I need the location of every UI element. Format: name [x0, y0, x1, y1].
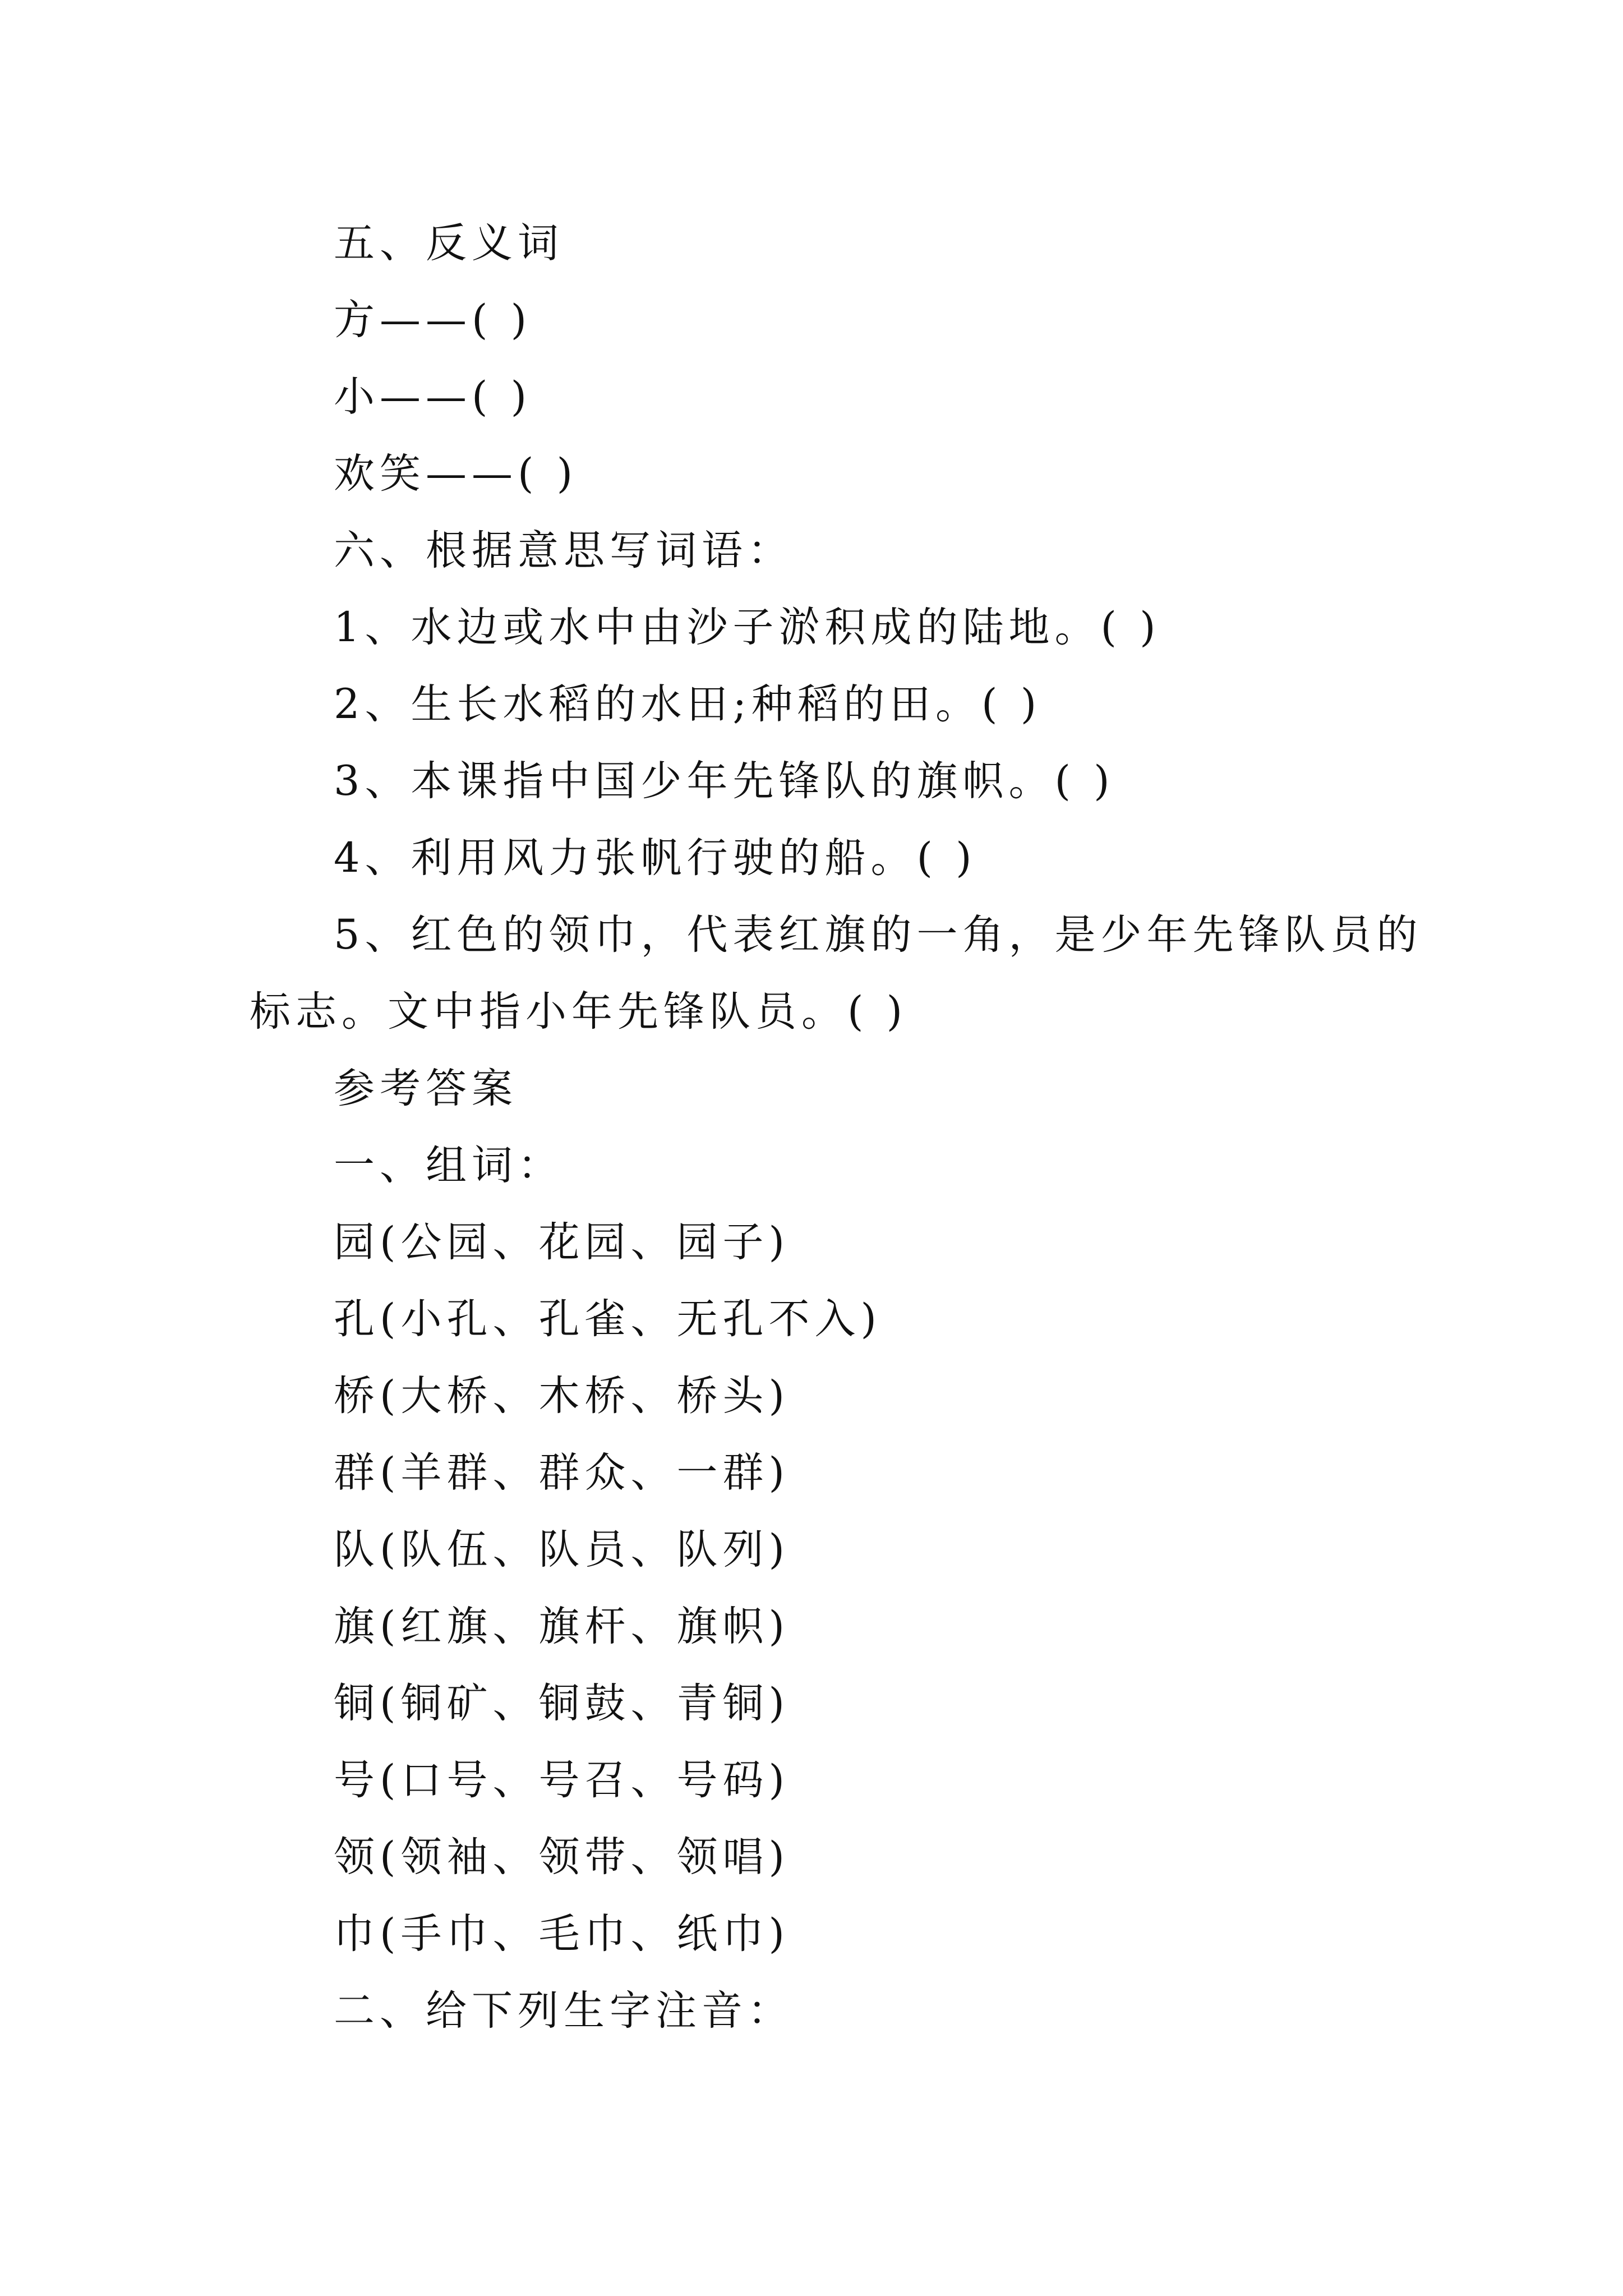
answer-item: 巾(手巾、毛巾、纸巾): [334, 1910, 790, 1958]
section-heading-write-words: 六、根据意思写词语：: [334, 527, 794, 574]
answer-item: 铜(铜矿、铜鼓、青铜): [334, 1680, 790, 1727]
antonym-item: 小——( ): [334, 373, 532, 421]
question-item: 4、利用风力张帆行驶的船。( ): [334, 834, 977, 882]
answer-item: 孔(小孔、孔雀、无孔不入): [334, 1295, 882, 1343]
answer-key-heading: 参考答案: [334, 1065, 518, 1112]
answer-item: 园(公园、花园、园子): [334, 1218, 790, 1266]
document-body: [250, 205, 1423, 2049]
question-item-continuation: 标志。文中指小年先锋队员。( ): [250, 988, 908, 1036]
question-item: 5、红色的领巾，代表红旗的一角，是少年先锋队员的: [334, 911, 1423, 959]
antonym-item: 欢笑——( ): [334, 450, 578, 498]
section-heading-pinyin: 二、给下列生字注音：: [334, 1987, 794, 2035]
question-item: 2、生长水稻的水田;种稻的田。( ): [334, 680, 1042, 728]
answer-item: 旗(红旗、旗杆、旗帜): [334, 1603, 790, 1650]
answer-item: 队(队伍、队员、队列): [334, 1526, 790, 1573]
section-heading-word-groups: 一、组词：: [334, 1142, 564, 1189]
section-heading-antonyms: 五、反义词: [334, 219, 564, 267]
question-item: 3、本课指中国少年先锋队的旗帜。( ): [334, 757, 1115, 805]
question-item: 1、水边或水中由沙子淤积成的陆地。( ): [334, 604, 1161, 651]
answer-item: 群(羊群、群众、一群): [334, 1449, 790, 1497]
antonym-item: 方——( ): [334, 296, 532, 344]
answer-item: 号(口号、号召、号码): [334, 1756, 790, 1804]
answer-item: 桥(大桥、木桥、桥头): [334, 1372, 790, 1420]
answer-item: 领(领袖、领带、领唱): [334, 1833, 790, 1881]
